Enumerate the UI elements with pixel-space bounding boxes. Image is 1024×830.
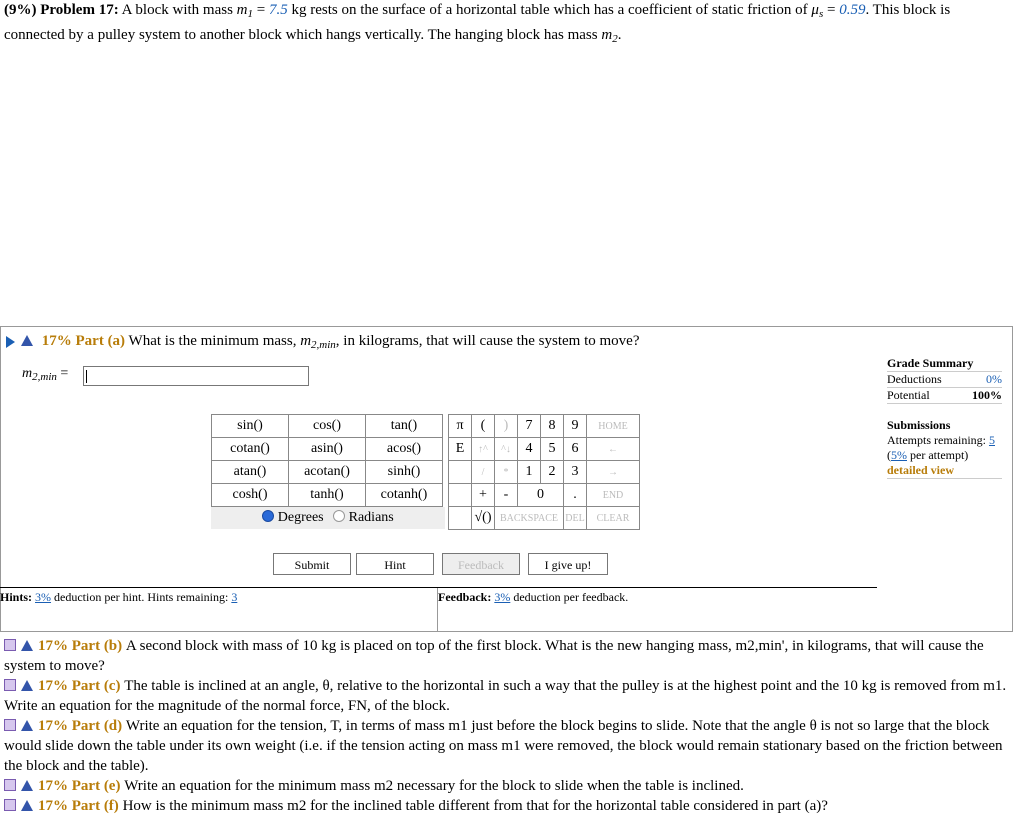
part-a-label: Part (a) bbox=[75, 333, 126, 349]
function-pad bbox=[211, 414, 445, 529]
submit-button[interactable]: Submit bbox=[273, 553, 351, 575]
fn-key-acos[interactable]: acos() bbox=[366, 438, 443, 461]
key-3[interactable]: 3 bbox=[564, 461, 587, 484]
part-label: Part (b) bbox=[71, 638, 126, 654]
fn-key-sin[interactable]: sin() bbox=[212, 415, 289, 438]
key-right-arrow[interactable]: → bbox=[587, 461, 640, 484]
key-left-arrow[interactable]: ← bbox=[587, 438, 640, 461]
part-item[interactable] bbox=[4, 776, 1009, 796]
attempts-value[interactable]: 5 bbox=[988, 433, 995, 447]
hints-remaining[interactable]: 3 bbox=[231, 590, 238, 604]
key-divide[interactable]: / bbox=[472, 461, 495, 484]
key-7[interactable]: 7 bbox=[518, 415, 541, 438]
hints-label: Hints: bbox=[0, 590, 33, 604]
degrees-label: Degrees bbox=[277, 510, 324, 525]
warning-icon bbox=[21, 680, 33, 691]
attempts-row bbox=[887, 433, 1002, 448]
problem-text-b: kg rests on the surface of a horizontal table which has a coefficient of static friction of bbox=[291, 2, 808, 18]
radians-radio[interactable] bbox=[333, 510, 345, 522]
part-a-variable: $m_{2,min}$ bbox=[300, 333, 336, 351]
key-blank-2 bbox=[449, 484, 472, 507]
potential-label: Potential bbox=[887, 388, 930, 402]
fn-key-atan[interactable]: atan() bbox=[212, 461, 289, 484]
part-a-question: What is the minimum mass, bbox=[128, 333, 297, 349]
fn-key-acotan[interactable]: acotan() bbox=[289, 461, 366, 484]
key-clear[interactable]: CLEAR bbox=[587, 507, 640, 530]
detailed-view-link[interactable]: detailed view bbox=[887, 463, 1002, 479]
problem-label: Problem 17: bbox=[40, 2, 119, 18]
feedback-info bbox=[438, 590, 876, 605]
part-label: Part (d) bbox=[71, 718, 126, 734]
part-label: Part (c) bbox=[71, 678, 125, 694]
key-0[interactable]: 0 bbox=[518, 484, 564, 507]
divider bbox=[0, 587, 877, 588]
key-home[interactable]: HOME bbox=[587, 415, 640, 438]
fn-key-cos[interactable]: cos() bbox=[289, 415, 366, 438]
answer-label: $m_{2,min}$ = bbox=[22, 366, 69, 383]
part-percent: 17% bbox=[38, 678, 72, 694]
key-dot[interactable]: . bbox=[564, 484, 587, 507]
problem-text-c: . This block is connected by a pulley system to another block which hangs vertically. The hanging block has mass bbox=[4, 2, 951, 43]
locked-box-icon bbox=[4, 679, 16, 691]
part-text: The table is inclined at an angle, θ, relative to the horizontal in such a way that the pulley is at the highest point and the 10 kg is removed from m1. Write an equation for the magnitude of the normal force, FN, of the block. bbox=[4, 678, 1007, 714]
part-item[interactable] bbox=[4, 636, 1009, 676]
function-table bbox=[211, 414, 443, 507]
parts-list bbox=[4, 636, 1009, 816]
key-6[interactable]: 6 bbox=[564, 438, 587, 461]
warning-icon bbox=[21, 335, 33, 346]
locked-box-icon bbox=[4, 799, 16, 811]
hints-info bbox=[0, 590, 437, 605]
keypad bbox=[448, 414, 640, 530]
part-text: How is the minimum mass m2 for the inclined table different from that for the horizontal table considered in part (a)? bbox=[122, 798, 828, 814]
key-open-paren[interactable]: ( bbox=[472, 415, 495, 438]
fn-key-asin[interactable]: asin() bbox=[289, 438, 366, 461]
fn-key-cotan[interactable]: cotan() bbox=[212, 438, 289, 461]
key-pi[interactable]: π bbox=[449, 415, 472, 438]
m1-symbol: $m_1$ bbox=[236, 2, 253, 20]
warning-icon bbox=[21, 720, 33, 731]
key-blank bbox=[449, 461, 472, 484]
part-a-question-end: , in kilograms, that will cause the system to move? bbox=[335, 333, 640, 349]
problem-weight: (9%) bbox=[4, 2, 37, 18]
part-percent: 17% bbox=[38, 798, 72, 814]
equals-sign-2: = bbox=[826, 2, 836, 18]
part-a-percent: 17% bbox=[41, 333, 72, 349]
key-end[interactable]: END bbox=[587, 484, 640, 507]
hints-text: deduction per hint. Hints remaining: bbox=[54, 590, 229, 604]
grade-summary bbox=[887, 356, 1002, 479]
equals-sign: = bbox=[256, 2, 266, 18]
angle-mode bbox=[211, 507, 445, 529]
locked-box-icon bbox=[4, 779, 16, 791]
key-5[interactable]: 5 bbox=[541, 438, 564, 461]
fn-key-cosh[interactable]: cosh() bbox=[212, 484, 289, 507]
problem-text-a: A block with mass bbox=[121, 2, 233, 18]
warning-icon bbox=[21, 800, 33, 811]
m2-symbol: $m_2$ bbox=[601, 27, 618, 45]
per-attempt-row: (5% per attempt) bbox=[887, 448, 969, 462]
part-text: Write an equation for the minimum mass m2 necessary for the block to slide when the table is inclined. bbox=[124, 778, 744, 794]
part-label: Part (f) bbox=[71, 798, 123, 814]
degrees-radio[interactable] bbox=[262, 510, 274, 522]
key-1[interactable]: 1 bbox=[518, 461, 541, 484]
deductions-label: Deductions bbox=[887, 372, 942, 386]
key-power-up[interactable]: ↑^ bbox=[472, 438, 495, 461]
key-close-paren[interactable]: ) bbox=[495, 415, 518, 438]
fn-key-cotanh[interactable]: cotanh() bbox=[366, 484, 443, 507]
problem-statement bbox=[4, 0, 1014, 50]
part-item[interactable] bbox=[4, 796, 1009, 816]
deductions-value: 0% bbox=[986, 372, 1002, 386]
locked-box-icon bbox=[4, 719, 16, 731]
part-a-header bbox=[6, 330, 876, 356]
attempts-label: Attempts remaining: bbox=[887, 433, 986, 447]
warning-icon bbox=[21, 780, 33, 791]
feedback-button[interactable]: Feedback bbox=[442, 553, 520, 575]
key-4[interactable]: 4 bbox=[518, 438, 541, 461]
submissions-title: Submissions bbox=[887, 418, 951, 432]
feedback-pct[interactable]: 3% bbox=[494, 590, 511, 604]
keypad-table bbox=[448, 414, 640, 530]
m1-value: 7.5 bbox=[268, 2, 288, 18]
expand-triangle-icon[interactable] bbox=[6, 336, 15, 348]
key-8[interactable]: 8 bbox=[541, 415, 564, 438]
part-percent: 17% bbox=[38, 718, 72, 734]
hint-button[interactable]: Hint bbox=[356, 553, 434, 575]
grade-summary-title: Grade Summary bbox=[887, 356, 1002, 372]
key-backspace[interactable]: BACKSPACE bbox=[495, 507, 564, 530]
fn-key-sinh[interactable]: sinh() bbox=[366, 461, 443, 484]
per-attempt-pct[interactable]: 5% bbox=[891, 448, 907, 462]
key-e[interactable]: E bbox=[449, 438, 472, 461]
period: . bbox=[617, 27, 622, 43]
radians-label: Radians bbox=[348, 510, 394, 525]
give-up-button[interactable]: I give up! bbox=[528, 553, 608, 575]
hints-pct[interactable]: 3% bbox=[35, 590, 52, 604]
key-multiply[interactable]: * bbox=[495, 461, 518, 484]
deductions-row bbox=[887, 372, 1002, 388]
part-label: Part (e) bbox=[71, 778, 125, 794]
potential-value: 100% bbox=[972, 388, 1002, 402]
per-attempt-text: per attempt) bbox=[910, 448, 969, 462]
fn-key-tan[interactable]: tan() bbox=[366, 415, 443, 438]
locked-box-icon bbox=[4, 639, 16, 651]
key-del[interactable]: DEL bbox=[564, 507, 587, 530]
mu-value: 0.59 bbox=[839, 2, 866, 18]
part-text: A second block with mass of 10 kg is placed on top of the first block. What is the new hanging mass, m2,min', in kilograms, that will cause the system to move? bbox=[4, 638, 984, 674]
potential-row bbox=[887, 388, 1002, 404]
key-power-down[interactable]: ^↓ bbox=[495, 438, 518, 461]
key-2[interactable]: 2 bbox=[541, 461, 564, 484]
answer-input[interactable] bbox=[83, 366, 309, 386]
key-sqrt[interactable]: √() bbox=[472, 507, 495, 530]
part-item[interactable] bbox=[4, 676, 1009, 716]
fn-key-tanh[interactable]: tanh() bbox=[289, 484, 366, 507]
key-minus[interactable]: - bbox=[495, 484, 518, 507]
part-percent: 17% bbox=[38, 638, 72, 654]
feedback-text: deduction per feedback. bbox=[513, 590, 629, 604]
warning-icon bbox=[21, 640, 33, 651]
part-text: Write an equation for the tension, T, in terms of mass m1 just before the block begins to slide. Note that the angle θ is not so large that the block would slide down the table under its own weight (i.e. if the tension acting on mass m1 were removed, the block would remain stationary based on the friction between the block and the table). bbox=[4, 718, 1003, 774]
feedback-label: Feedback: bbox=[438, 590, 492, 604]
part-percent: 17% bbox=[38, 778, 72, 794]
key-blank-3 bbox=[449, 507, 472, 530]
part-item[interactable] bbox=[4, 716, 1009, 776]
mu-symbol: $\mu_s$ bbox=[811, 2, 824, 20]
text-caret bbox=[86, 370, 87, 383]
key-plus[interactable]: + bbox=[472, 484, 495, 507]
key-9[interactable]: 9 bbox=[564, 415, 587, 438]
